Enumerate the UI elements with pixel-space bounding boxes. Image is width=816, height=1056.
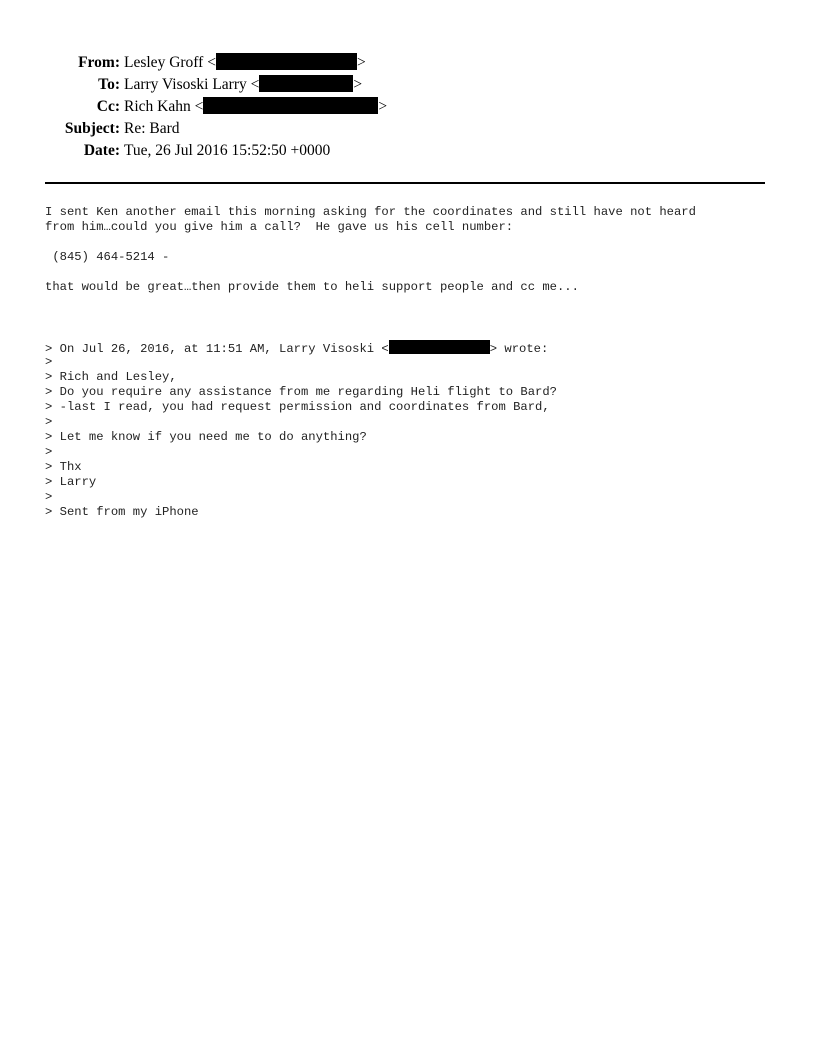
from-name: Lesley Groff < <box>124 54 216 71</box>
cc-label: Cc: <box>96 98 120 115</box>
redaction-box <box>216 53 357 70</box>
redaction-box <box>259 75 353 92</box>
body-line: from him…could you give him a call? He gave us his cell number: <box>45 220 514 234</box>
quote-line: > <box>45 415 53 429</box>
to-value <box>124 74 362 96</box>
redaction-box <box>389 340 490 354</box>
cc-name: Rich Kahn < <box>124 98 204 115</box>
quote-line: > Thx <box>45 460 82 474</box>
quote-header-prefix: > On Jul 26, 2016, at 11:51 AM, Larry Visoski < <box>45 342 389 356</box>
quote-line: > -last I read, you had request permission and coordinates from Bard, <box>45 400 550 414</box>
redaction-box <box>203 97 378 114</box>
quote-line: > Larry <box>45 475 97 489</box>
blank-line <box>45 235 785 250</box>
email-body <box>45 205 785 520</box>
from-value <box>124 52 366 74</box>
cc-suffix: > <box>378 98 388 115</box>
date-label: Date: <box>83 142 120 159</box>
quote-header <box>45 340 785 355</box>
quote-line: > Rich and Lesley, <box>45 370 177 384</box>
quote-line: > Let me know if you need me to do anything? <box>45 430 367 444</box>
from-label: From: <box>78 54 120 71</box>
phone-line: (845) 464-5214 - <box>45 250 170 264</box>
blank-line <box>45 295 785 310</box>
from-suffix: > <box>356 54 366 71</box>
cc-value <box>124 96 387 118</box>
subject-row <box>0 118 816 140</box>
quote-line: > <box>45 445 53 459</box>
header-divider <box>45 182 765 184</box>
quote-line: > Do you require any assistance from me regarding Heli flight to Bard? <box>45 385 557 399</box>
date-row <box>0 140 816 162</box>
subject-value: Re: Bard <box>124 120 180 137</box>
blank-line <box>45 325 785 340</box>
to-label: To: <box>98 76 120 93</box>
quote-line: > <box>45 490 53 504</box>
quote-header-suffix: > wrote: <box>489 342 549 356</box>
to-name: Larry Visoski Larry < <box>124 76 260 93</box>
cc-row <box>0 96 816 118</box>
body-line: I sent Ken another email this morning asking for the coordinates and still have not heard <box>45 205 696 219</box>
to-suffix: > <box>353 76 363 93</box>
blank-line <box>45 265 785 280</box>
blank-line <box>45 310 785 325</box>
quote-line: > <box>45 355 53 369</box>
from-row <box>0 52 816 74</box>
email-header <box>0 52 816 162</box>
quote-line: > Sent from my iPhone <box>45 505 199 519</box>
date-value: Tue, 26 Jul 2016 15:52:50 +0000 <box>124 142 331 159</box>
to-row <box>0 74 816 96</box>
subject-label: Subject: <box>64 120 120 137</box>
body-line: that would be great…then provide them to heli support people and cc me... <box>45 280 579 294</box>
